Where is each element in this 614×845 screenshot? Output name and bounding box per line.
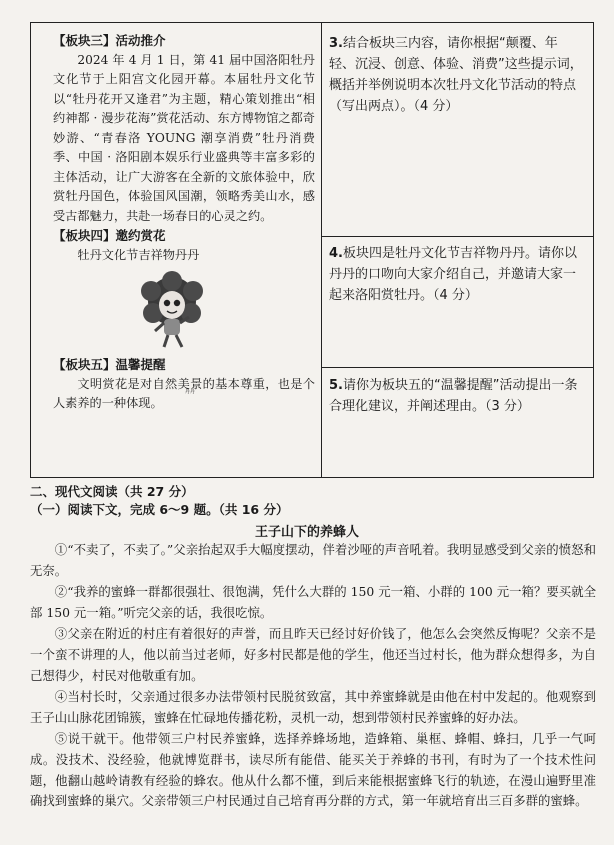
question-4-number: 4. xyxy=(329,246,343,261)
block5-text: 文明赏花是对自然美景的基本尊重，也是个人素养的一种体现。 xyxy=(53,376,315,410)
column-divider xyxy=(321,23,322,477)
mascot-label: 丹丹 xyxy=(185,389,196,395)
question-5-text: 请你为板块五的“温馨提醒”活动提出一条合理化建议，并阐述理由。（3 分） xyxy=(329,378,578,414)
article-paragraph: ②“我养的蜜蜂一群都很强壮、很饱满，凭什么大群的 150 元一箱、小群的 100 元一箱？要买就全部 150 元一箱。”听完父亲的话，我很吃惊。 xyxy=(30,584,596,620)
article-paragraph: ①“不卖了，不卖了。”父亲抬起双手大幅度摆动，伴着沙哑的声音吼着。我明显感受到父亲的愤怒和无奈。 xyxy=(30,542,596,578)
block3-text: 2024 年 4 月 1 日，第 41 届中国洛阳牡丹文化节于上阳宫文化园开幕。本届牡丹文化节以“牡丹花开又逢君”为主题，精心策划推出“相约神都 · 漫步花海”赏花活动、东方博物馆之都奇妙游、“青春洛 YOUNG 潮享消费”牡丹消费季、中国 · 洛阳剧本娱乐行业盛典等丰富多彩的主体活动，让广大游客在全新的文旅体验中，欣赏牡丹国色，体验国风国潮，领略秀美山水，感受古都魅力，共赴一场春日的心灵之约。 xyxy=(53,52,315,223)
article-paragraph: ④当村长时，父亲通过很多办法带领村民脱贫致富，其中养蜜蜂就是由他在村中发起的。他观察到王子山山脉花团锦簇，蜜蜂在忙碌地传播花粉，灵机一动，想到带领村民养蜜蜂的好办法。 xyxy=(30,689,596,725)
section-subheading: （一）阅读下文，完成 6～9 题。（共 16 分） xyxy=(30,502,289,517)
mascot-dandan-icon xyxy=(133,271,211,351)
question-3-text: 结合板块三内容，请你根据“颠覆、年轻、沉浸、创意、体验、消费”这些提示词，概括并举例说明本次牡丹文化节活动的特点（写出两点）。（4 分） xyxy=(329,36,583,114)
article-body xyxy=(30,540,596,813)
question-5-number: 5. xyxy=(329,378,343,393)
question-4-text: 板块四是牡丹文化节吉祥物丹丹。请你以丹丹的口吻向大家介绍自己，并邀请大家一起来洛阳赏牡丹。（4 分） xyxy=(329,246,577,303)
article-title: 王子山下的养蜂人 xyxy=(254,525,359,540)
block3-tag: 【板块三】活动推介 xyxy=(53,33,166,48)
block4-tag: 【板块四】邀约赏花 xyxy=(53,228,166,243)
question-5 xyxy=(329,375,583,417)
question-3 xyxy=(329,33,583,117)
article-paragraph: ⑤说干就干。他带领三户村民养蜜蜂，选择养蜂场地，造蜂箱、巢框、蜂帽、蜂扫，几乎一气呵成。没技术、没经验，他就博览群书，读尽所有能借、能买关于养蜂的书刊，有时为了一个技术性问题，他翻山越岭请教有经验的蜂农。他从什么都不懂，到后来能根据蜜蜂飞行的轨迹，在漫山遍野里准确找到蜜蜂的巢穴。父亲带领三户村民通过自己培育再分群的方式，第一年就培育出三百多群的蜜蜂。 xyxy=(30,731,596,809)
blocks-column xyxy=(53,31,315,414)
block4-subtitle: 牡丹文化节吉祥物丹丹 xyxy=(77,247,200,262)
question-3-number: 3. xyxy=(329,36,343,51)
article-paragraph: ③父亲在附近的村庄有着很好的声誉，而且昨天已经讨好价钱了，他怎么会突然反悔呢？父亲不是一个蛮不讲理的人，他以前当过老师，好多村民都是他的学生，他还当过村长，他为群众想得多，为自己想得少，村民对他敬重有加。 xyxy=(30,626,596,683)
block5-tag: 【板块五】温馨提醒 xyxy=(53,357,166,372)
row-divider xyxy=(321,236,593,237)
section-heading: 二、现代文阅读（共 27 分） xyxy=(30,484,194,499)
activity-table xyxy=(30,22,594,478)
row-divider xyxy=(321,367,593,368)
question-4 xyxy=(329,243,583,306)
